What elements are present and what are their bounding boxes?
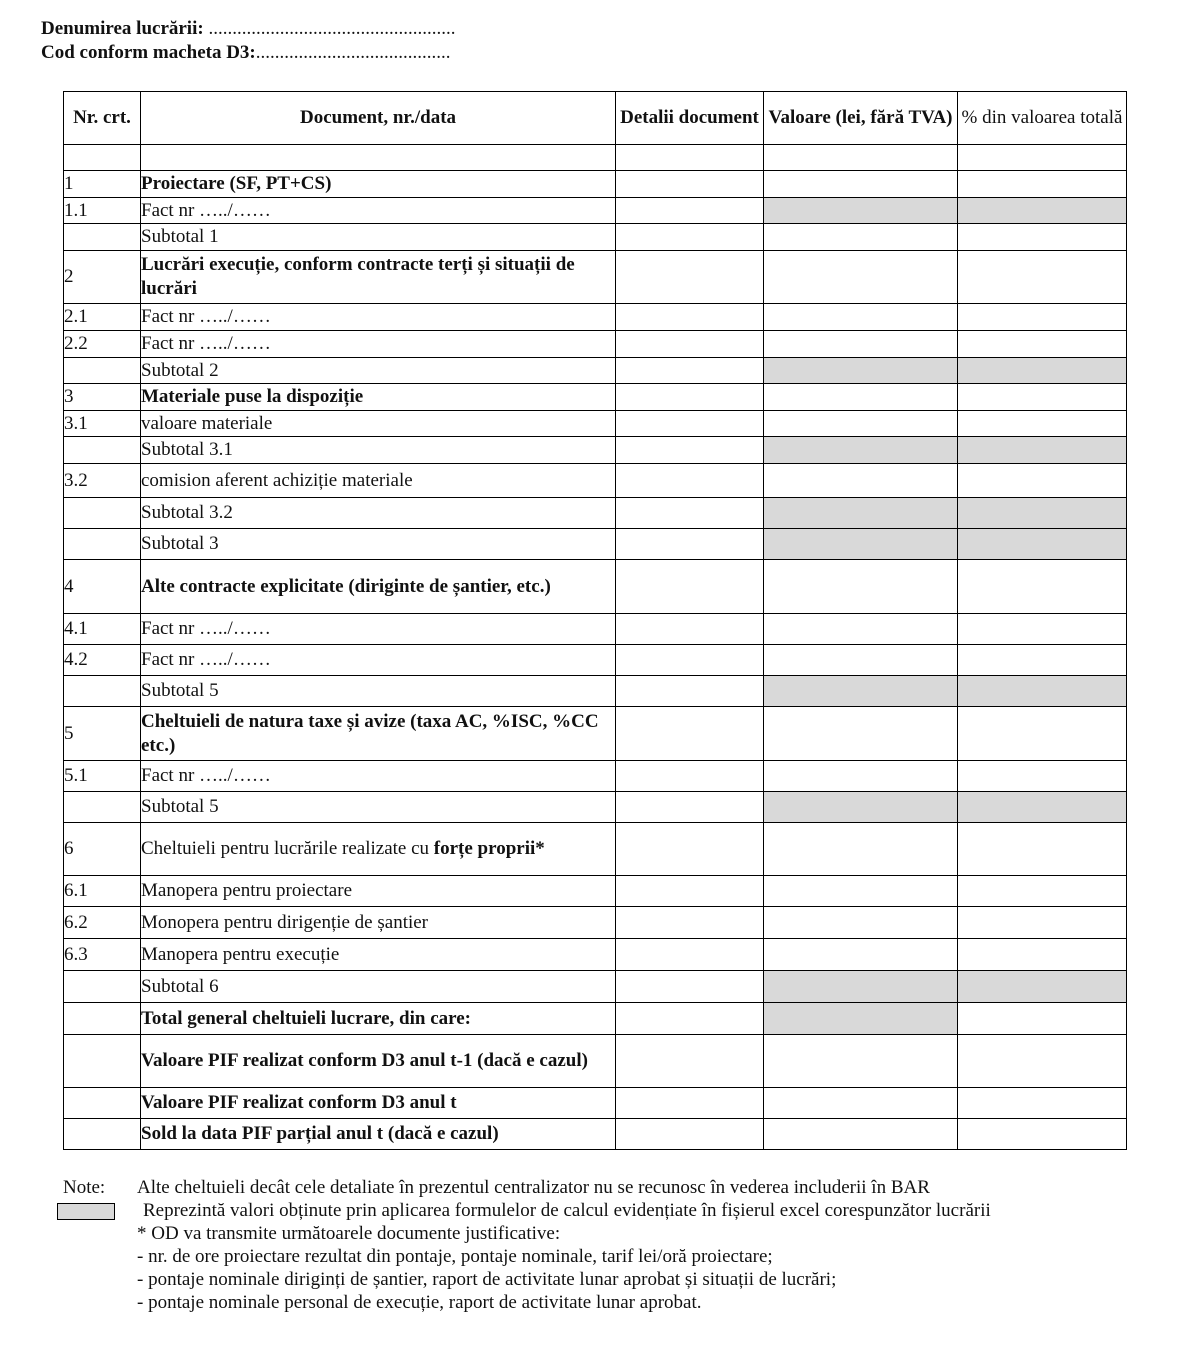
row-document: Total general cheltuieli lucrare, din care:: [141, 1003, 616, 1035]
row-percent-cell: [958, 707, 1127, 761]
col-header-value: Valoare (lei, fără TVA): [764, 92, 958, 145]
row-percent-cell: [958, 145, 1127, 171]
note-line-5: - pontaje nominale diriginți de șantier, raport de activitate lunar aprobat și situații de lucrări;: [137, 1269, 837, 1290]
row-nr: 6.3: [64, 939, 141, 971]
row-document: [141, 145, 616, 171]
row-percent-cell-shaded: [958, 792, 1127, 823]
row-document: Cheltuieli de natura taxe și avize (taxa AC, %ISC, %CC etc.): [141, 707, 616, 761]
row-percent-cell: [958, 464, 1127, 498]
row-percent-cell: [958, 761, 1127, 792]
row-percent-cell: [958, 1003, 1127, 1035]
row-details-cell: [616, 331, 764, 358]
col-header-percent: % din valoarea totală: [958, 92, 1127, 145]
code-line: [41, 42, 451, 64]
row-details-cell: [616, 224, 764, 251]
row-value-cell: [764, 876, 958, 907]
table-row: [64, 560, 1127, 614]
table-row: [64, 411, 1127, 437]
row-document: Fact nr …../……: [141, 198, 616, 224]
row-value-cell-shaded: [764, 792, 958, 823]
work-name-line: [41, 18, 455, 40]
table-row: [64, 198, 1127, 224]
row-details-cell: [616, 498, 764, 529]
row-nr: 2.1: [64, 304, 141, 331]
table-row: [64, 1119, 1127, 1150]
row-nr: 3.1: [64, 411, 141, 437]
row-document: Subtotal 3.2: [141, 498, 616, 529]
row-document: Materiale puse la dispoziție: [141, 384, 616, 411]
row-details-cell: [616, 251, 764, 304]
row-document: Fact nr …../……: [141, 331, 616, 358]
row-details-cell: [616, 437, 764, 464]
table-row: [64, 171, 1127, 198]
row-nr: 1: [64, 171, 141, 198]
row-percent-cell: [958, 331, 1127, 358]
row-details-cell: [616, 614, 764, 645]
row-nr: 5: [64, 707, 141, 761]
row-value-cell: [764, 761, 958, 792]
row-nr: 6: [64, 823, 141, 876]
row-nr: 3: [64, 384, 141, 411]
table-row: [64, 645, 1127, 676]
row-document: Valoare PIF realizat conform D3 anul t-1 (dacă e cazul): [141, 1035, 616, 1088]
row-document-plain: Cheltuieli pentru lucrările realizate cu: [141, 838, 434, 859]
row-value-cell: [764, 464, 958, 498]
col-header-document: Document, nr./data: [141, 92, 616, 145]
row-details-cell: [616, 645, 764, 676]
row-details-cell: [616, 464, 764, 498]
expense-table: [63, 91, 1127, 1150]
row-value-cell-shaded: [764, 437, 958, 464]
row-percent-cell-shaded: [958, 358, 1127, 384]
row-details-cell: [616, 1088, 764, 1119]
row-percent-cell: [958, 251, 1127, 304]
row-nr: 2: [64, 251, 141, 304]
row-nr: 6.1: [64, 876, 141, 907]
row-percent-cell: [958, 411, 1127, 437]
row-details-cell: [616, 707, 764, 761]
row-value-cell-shaded: [764, 358, 958, 384]
row-value-cell: [764, 331, 958, 358]
row-value-cell: [764, 823, 958, 876]
row-nr: 2.2: [64, 331, 141, 358]
row-document: valoare materiale: [141, 411, 616, 437]
row-details-cell: [616, 529, 764, 560]
row-value-cell-shaded: [764, 676, 958, 707]
note-line-3: * OD va transmite următoarele documente justificative:: [137, 1223, 561, 1244]
row-details-cell: [616, 907, 764, 939]
row-percent-cell: [958, 876, 1127, 907]
row-details-cell: [616, 823, 764, 876]
row-document: Subtotal 3: [141, 529, 616, 560]
work-name-label: Denumirea lucrării:: [41, 18, 204, 39]
row-percent-cell: [958, 1088, 1127, 1119]
table-row: [64, 1003, 1127, 1035]
row-nr: 3.2: [64, 464, 141, 498]
row-details-cell: [616, 560, 764, 614]
row-percent-cell: [958, 171, 1127, 198]
row-percent-cell-shaded: [958, 971, 1127, 1003]
work-name-dots: ....................................................: [203, 18, 456, 39]
table-row: [64, 792, 1127, 823]
row-document: Subtotal 1: [141, 224, 616, 251]
row-value-cell: [764, 939, 958, 971]
row-details-cell: [616, 1003, 764, 1035]
row-document: Fact nr …../……: [141, 645, 616, 676]
row-document: Subtotal 6: [141, 971, 616, 1003]
row-value-cell: [764, 907, 958, 939]
row-value-cell: [764, 411, 958, 437]
row-details-cell: [616, 198, 764, 224]
row-nr: [64, 529, 141, 560]
table-row: [64, 707, 1127, 761]
row-document: Valoare PIF realizat conform D3 anul t: [141, 1088, 616, 1119]
row-document: [141, 823, 616, 876]
table-row: [64, 529, 1127, 560]
table-row: [64, 304, 1127, 331]
row-value-cell: [764, 145, 958, 171]
table-row: [64, 907, 1127, 939]
table-row: [64, 251, 1127, 304]
table-row: [64, 437, 1127, 464]
table-row: [64, 761, 1127, 792]
row-value-cell: [764, 1119, 958, 1150]
row-percent-cell: [958, 939, 1127, 971]
row-value-cell: [764, 707, 958, 761]
row-details-cell: [616, 939, 764, 971]
row-details-cell: [616, 792, 764, 823]
note-line-1: Alte cheltuieli decât cele detaliate în prezentul centralizator nu se recunosc în vederea includerii în BAR: [137, 1177, 930, 1198]
row-nr: [64, 1035, 141, 1088]
table-row: [64, 358, 1127, 384]
table-row: [64, 939, 1127, 971]
code-label: Cod conform macheta D3:: [41, 42, 256, 63]
row-value-cell-shaded: [764, 498, 958, 529]
note-legend-text: Reprezintă valori obținute prin aplicarea formulelor de calcul evidențiate în fișierul excel corespunzător lucrării: [143, 1200, 991, 1221]
row-details-cell: [616, 171, 764, 198]
row-value-cell: [764, 384, 958, 411]
row-document: Monopera pentru dirigenție de șantier: [141, 907, 616, 939]
row-value-cell: [764, 1035, 958, 1088]
row-details-cell: [616, 411, 764, 437]
table-row: [64, 145, 1127, 171]
row-value-cell: [764, 1088, 958, 1119]
row-nr: [64, 676, 141, 707]
row-nr: [64, 145, 141, 171]
table-row: [64, 384, 1127, 411]
row-nr: 4: [64, 560, 141, 614]
table-row: [64, 876, 1127, 907]
table-row: [64, 1035, 1127, 1088]
row-document: Sold la data PIF parțial anul t (dacă e cazul): [141, 1119, 616, 1150]
row-document: Alte contracte explicitate (diriginte de șantier, etc.): [141, 560, 616, 614]
row-nr: [64, 1003, 141, 1035]
row-percent-cell-shaded: [958, 498, 1127, 529]
row-document: Fact nr …../……: [141, 761, 616, 792]
row-value-cell: [764, 645, 958, 676]
row-document: Manopera pentru execuție: [141, 939, 616, 971]
row-document: Proiectare (SF, PT+CS): [141, 171, 616, 198]
row-value-cell-shaded: [764, 971, 958, 1003]
row-value-cell-shaded: [764, 1003, 958, 1035]
table-row: [64, 971, 1127, 1003]
row-percent-cell: [958, 1119, 1127, 1150]
row-percent-cell: [958, 304, 1127, 331]
row-details-cell: [616, 304, 764, 331]
row-value-cell-shaded: [764, 198, 958, 224]
row-details-cell: [616, 971, 764, 1003]
row-value-cell: [764, 304, 958, 331]
row-value-cell: [764, 614, 958, 645]
row-document-bold: forțe proprii*: [433, 838, 545, 859]
row-document: Fact nr …../……: [141, 304, 616, 331]
row-nr: 6.2: [64, 907, 141, 939]
table-row: [64, 1088, 1127, 1119]
row-nr: 5.1: [64, 761, 141, 792]
row-percent-cell: [958, 823, 1127, 876]
row-value-cell: [764, 251, 958, 304]
row-document: comision aferent achiziție materiale: [141, 464, 616, 498]
row-document: Fact nr …../……: [141, 614, 616, 645]
row-details-cell: [616, 1035, 764, 1088]
row-percent-cell-shaded: [958, 198, 1127, 224]
row-percent-cell-shaded: [958, 437, 1127, 464]
col-header-nr: Nr. crt.: [64, 92, 141, 145]
row-details-cell: [616, 358, 764, 384]
table-row: [64, 614, 1127, 645]
row-document: Lucrări execuție, conform contracte terți și situații de lucrări: [141, 251, 616, 304]
row-value-cell: [764, 224, 958, 251]
row-nr: [64, 358, 141, 384]
table-row: [64, 498, 1127, 529]
table-row: [64, 823, 1127, 876]
table-row: [64, 331, 1127, 358]
row-document: Subtotal 5: [141, 676, 616, 707]
notes-label: Note:: [63, 1177, 106, 1198]
row-percent-cell-shaded: [958, 676, 1127, 707]
shaded-legend-swatch: [57, 1203, 115, 1220]
row-details-cell: [616, 1119, 764, 1150]
row-nr: 1.1: [64, 198, 141, 224]
row-percent-cell: [958, 907, 1127, 939]
row-details-cell: [616, 676, 764, 707]
note-line-6: - pontaje nominale personal de execuție, raport de activitate lunar aprobat.: [137, 1292, 702, 1313]
table-row: [64, 224, 1127, 251]
row-nr: [64, 1088, 141, 1119]
row-value-cell-shaded: [764, 529, 958, 560]
row-nr: 4.2: [64, 645, 141, 676]
row-details-cell: [616, 761, 764, 792]
row-percent-cell: [958, 1035, 1127, 1088]
row-percent-cell-shaded: [958, 529, 1127, 560]
row-details-cell: [616, 145, 764, 171]
row-nr: [64, 792, 141, 823]
row-percent-cell: [958, 645, 1127, 676]
row-document: Subtotal 3.1: [141, 437, 616, 464]
row-nr: [64, 437, 141, 464]
row-percent-cell: [958, 560, 1127, 614]
row-document: Manopera pentru proiectare: [141, 876, 616, 907]
row-document: Subtotal 2: [141, 358, 616, 384]
note-line-4: - nr. de ore proiectare rezultat din pontaje, pontaje nominale, tarif lei/oră proiectare;: [137, 1246, 773, 1267]
row-details-cell: [616, 384, 764, 411]
code-dots: .........................................: [255, 42, 451, 63]
table-row: [64, 676, 1127, 707]
row-value-cell: [764, 560, 958, 614]
row-value-cell: [764, 171, 958, 198]
row-percent-cell: [958, 224, 1127, 251]
row-details-cell: [616, 876, 764, 907]
row-nr: [64, 1119, 141, 1150]
row-percent-cell: [958, 384, 1127, 411]
row-document: Subtotal 5: [141, 792, 616, 823]
row-nr: [64, 224, 141, 251]
row-nr: [64, 971, 141, 1003]
table-header-row: [64, 92, 1127, 145]
row-nr: 4.1: [64, 614, 141, 645]
row-percent-cell: [958, 614, 1127, 645]
table-row: [64, 464, 1127, 498]
col-header-details: Detalii document: [616, 92, 764, 145]
row-nr: [64, 498, 141, 529]
